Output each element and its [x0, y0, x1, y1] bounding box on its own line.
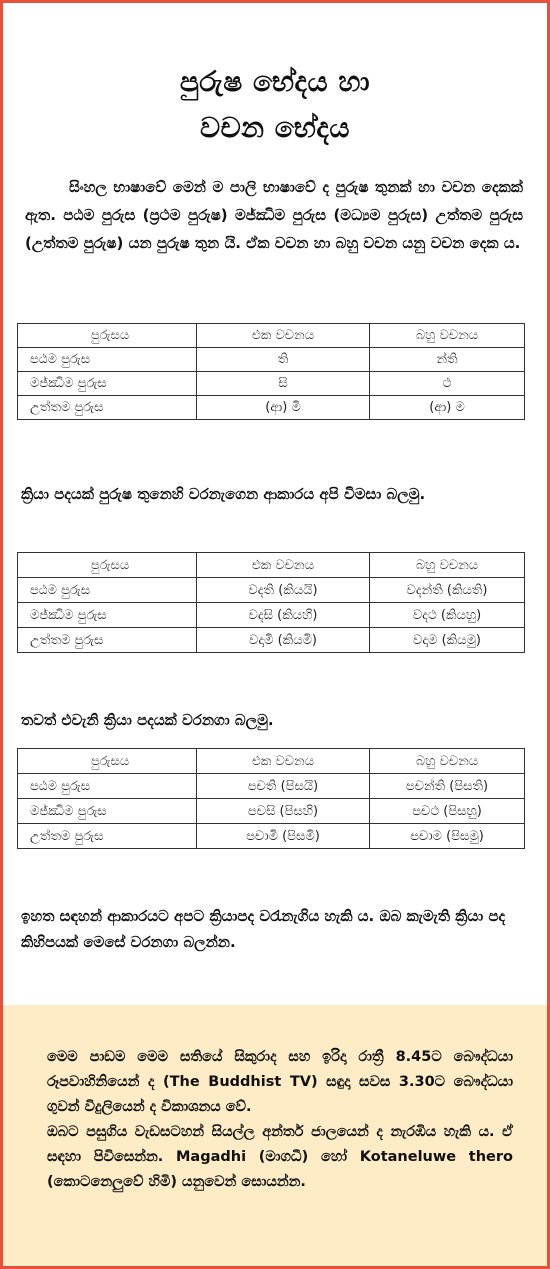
header-cell: එක වචනය	[197, 749, 370, 774]
second-verb-paragraph: තවත් එවැනි ක්‍රියා පදයක් වරනගා බලමු.	[21, 711, 274, 729]
vada-conjugation-table	[17, 552, 525, 653]
table-cell: වදථ (කියහු)	[370, 603, 525, 628]
header-cell: පුරුසය	[18, 553, 197, 578]
table-cell: මජ්ඣිම පුරුස	[18, 603, 197, 628]
table-header-row	[18, 749, 525, 774]
title-line-1: පුරුෂ භේදය හා	[179, 65, 371, 98]
table-cell: මජ්ඣිම පුරුස	[18, 799, 197, 824]
table-cell: ති	[197, 348, 370, 372]
table-cell: වදසි (කියහි)	[197, 603, 370, 628]
table-cell: උත්තම පුරුස	[18, 396, 197, 420]
table-row	[18, 603, 525, 628]
table-cell: පචසි (පිසහි)	[197, 799, 370, 824]
paca-conjugation-table	[17, 748, 525, 849]
exercise-paragraph: ඉහත සඳහන් ආකාරයට අපට ක්‍රියාපද වරැනැගිය හැකි ය. ඔබ කැමැති ක්‍රියා පද කිහිපයක් මෙසේ වරනගා බලන්න.	[21, 907, 506, 951]
header-cell: පුරුසය	[18, 324, 197, 348]
table-cell: පචාම (පිසමු)	[370, 824, 525, 849]
table-cell: ථ	[370, 372, 525, 396]
table-row	[18, 774, 525, 799]
header-cell: බහු වචනය	[370, 553, 525, 578]
table-cell: වදති (කියයි)	[197, 578, 370, 603]
table-cell: (ආ) ම	[370, 396, 525, 420]
table-cell: වදාමි (කියමි)	[197, 628, 370, 653]
page-title	[3, 59, 547, 151]
table-cell: වදන්ති (කියති)	[370, 578, 525, 603]
table-cell: පඨම පුරුස	[18, 348, 197, 372]
suffix-table	[17, 323, 525, 420]
table-cell: උත්තම පුරුස	[18, 824, 197, 849]
table-row	[18, 628, 525, 653]
table-row	[18, 396, 525, 420]
table-row	[18, 799, 525, 824]
table-cell: මජ්ඣිම පුරුස	[18, 372, 197, 396]
table-cell: (ආ) මි	[197, 396, 370, 420]
online-access-text: ඔබට පසුගිය වැඩසටහන් සියල්ල අන්තර් ජාලයෙන් ද නැරඹිය හැකි ය. ඒ සඳහා පිවිසෙන්න. Magadhi (මාගධී) හෝ Kotaneluwe thero (කොටනෙලුවේ හිමි) යනුවෙන් සොයන්න.	[47, 1124, 513, 1190]
header-cell: බහු වචනය	[370, 324, 525, 348]
table-cell: පඨම පුරුස	[18, 774, 197, 799]
verb-intro-paragraph: ක්‍රියා පදයක් පුරුෂ තුනෙහි වරනැගෙන ආකාරය අපි විමසා බලමු.	[21, 485, 426, 503]
broadcast-info-box	[3, 1005, 547, 1266]
table-row	[18, 578, 525, 603]
table-header-row	[18, 324, 525, 348]
header-cell: පුරුසය	[18, 749, 197, 774]
table-cell: පචන්ති (පිසති)	[370, 774, 525, 799]
table-row	[18, 372, 525, 396]
table-header-row	[18, 553, 525, 578]
broadcast-schedule-text: මෙම පාඩම මෙම සතියේ සිකුරාද සහ ඉරිදා රාත්‍රී 8.45ට බෞද්ධයා රූපවාහිනියෙන් ද (The Buddhist TV) සඳුදා සවස 3.30ට බෞද්ධයා ගුවන් විදුලියෙන් ද විකාශනය වේ.	[47, 1049, 513, 1115]
table-cell: පඨම පුරුස	[18, 578, 197, 603]
table-cell: පචථ (පිසහු)	[370, 799, 525, 824]
table-cell: වදාම (කියමු)	[370, 628, 525, 653]
table-cell: පචති (පිසයි)	[197, 774, 370, 799]
table-cell: පචාමි (පිසමි)	[197, 824, 370, 849]
header-cell: එක වචනය	[197, 553, 370, 578]
header-cell: එක වචනය	[197, 324, 370, 348]
table-cell: සි	[197, 372, 370, 396]
table-row	[18, 824, 525, 849]
title-line-2: වචන භේදය	[200, 111, 350, 144]
table-cell: න්ති	[370, 348, 525, 372]
intro-paragraph: සිංහල භාෂාවේ මෙන් ම පාලි භාෂාවේ ද පුරුෂ තුනක් හා වචන දෙකක් ඇත. පඨම පුරුස (ප්‍රථම පුරුෂ) මජ්ඣිම පුරුස (මධ්‍යම පුරුස) උත්තම පුරුස (උත්තම පුරුෂ) යන පුරුෂ තුන යි. ඒක වචන හා බහු වචන යනු වචන දෙක ය.	[25, 178, 523, 252]
table-cell: උත්තම පුරුස	[18, 628, 197, 653]
table-row	[18, 348, 525, 372]
header-cell: බහු වචනය	[370, 749, 525, 774]
